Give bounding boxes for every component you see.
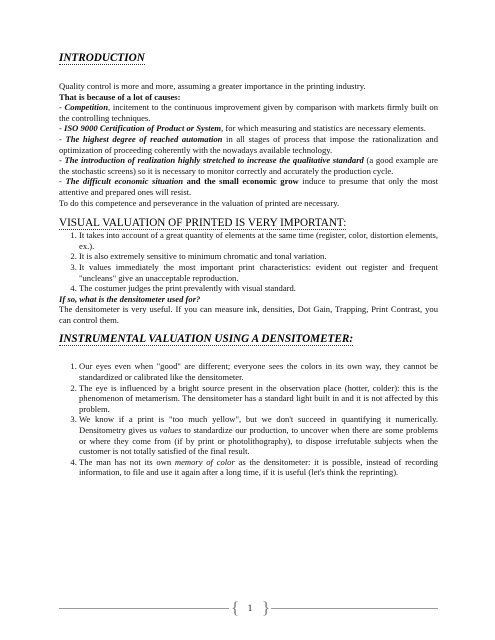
- footer-rule-right: [271, 608, 438, 609]
- cause-iso: [59, 123, 438, 134]
- visual-heading: VISUAL VALUATION OF PRINTED IS VERY IMPORTANT:: [59, 217, 347, 230]
- list-item: 3. We know if a print is "too much yellow", but we don't succeed in quantifying it numerically. Densitometry gives us values to standardize our production, to uncover when there are some problems or where they come from (if by print or photolithography), to dispose irrefutable subjects when the customer is not totally satisfied of the final result.: [79, 414, 438, 456]
- document-page: [59, 52, 438, 478]
- left-brace: {: [231, 598, 240, 617]
- memory-emphasis: memory of color: [174, 456, 235, 467]
- cause-lead: - ISO 9000 Certification of Product or System: [59, 123, 222, 134]
- values-emphasis: values: [159, 425, 182, 436]
- page-footer: [59, 596, 438, 622]
- instrumental-list: [59, 361, 438, 478]
- visual-list: [59, 230, 438, 294]
- cause-text: , for which measuring and statistics are necessary elements.: [221, 123, 426, 134]
- densitometer-question: If so, what is the densitometer used for?: [59, 293, 201, 304]
- instrumental-heading: INSTRUMENTAL VALUATION USING A DENSITOMETER:: [59, 333, 354, 346]
- right-brace: }: [262, 598, 271, 617]
- cause-automation: [59, 134, 438, 155]
- cause-qualitative: [59, 155, 438, 176]
- list-item: 3. It values immediately the most important print characteristics: evident out register and frequent "uncleans" give an unacceptable reproduction.: [79, 262, 438, 283]
- intro-paragraph: Quality control is more and more, assuming a greater importance in the printing industry.: [59, 81, 366, 91]
- cause-text: (a good example are the stochastic screens) so it is necessary to monitor correctly and accurately the production cycle.: [59, 155, 438, 176]
- list-item: 4. The man has not its own memory of color as the densitometer: it is possible, instead of recording information, to file and use it again after a long time, if it is useful (let's think the reprinting).: [79, 457, 438, 478]
- cause-economic: [59, 176, 438, 197]
- list-item: 2. The eye is influenced by a bright source present in the observation place (hotter, colder): this is the phenomenon of metamerism. The densitometer has a standard light built in and it is not affected by this problem.: [79, 383, 438, 415]
- list-item: 1. It takes into account of a great quantity of elements at the same time (register, color, distortion elements, ex.).: [79, 230, 438, 251]
- page-number: 1: [247, 603, 253, 613]
- list-item: 1. Our eyes even when "good" are different; everyone sees the colors in its own way, they cannot be standardized or calibrated like the densitometer.: [79, 361, 438, 382]
- causes-heading: That is because of a lot of causes:: [59, 91, 181, 102]
- cause-lead: - Competition: [59, 102, 108, 113]
- intro-conclusion: To do this competence and perseverance in the valuation of printed are necessary.: [59, 197, 340, 208]
- cause-mid: and the small economic grow: [183, 176, 299, 187]
- cause-text: , incitement to the continuous improvement given by comparison with markets firmly built on the controlling techniques.: [59, 102, 438, 123]
- intro-heading: INTRODUCTION: [59, 52, 145, 64]
- cause-lead: - The highest degree of reached automation: [59, 133, 223, 144]
- densitometer-answer: The densitometer is very useful. If you can measure ink, densities, Dot Gain, Trapping, Print Contrast, you can control them.: [59, 304, 438, 325]
- cause-lead: - The difficult economic situation: [59, 176, 184, 187]
- cause-text: induce to presume that only the most attentive and prepared ones will resist.: [59, 176, 439, 197]
- cause-lead: - The introduction of realization highly stretched to increase the qualitative standard: [59, 155, 364, 166]
- list-item: 4. The costumer judges the print prevalently with visual standard.: [79, 283, 438, 294]
- cause-competition: [59, 102, 438, 123]
- list-item: 2. It is also extremely sensitive to minimum chromatic and tonal variation.: [79, 251, 438, 262]
- footer-rule-left: [59, 608, 229, 609]
- cause-text: in all stages of process that impose the rationalization and optimization of proceeding coherently with the nowadays available technology.: [59, 133, 438, 155]
